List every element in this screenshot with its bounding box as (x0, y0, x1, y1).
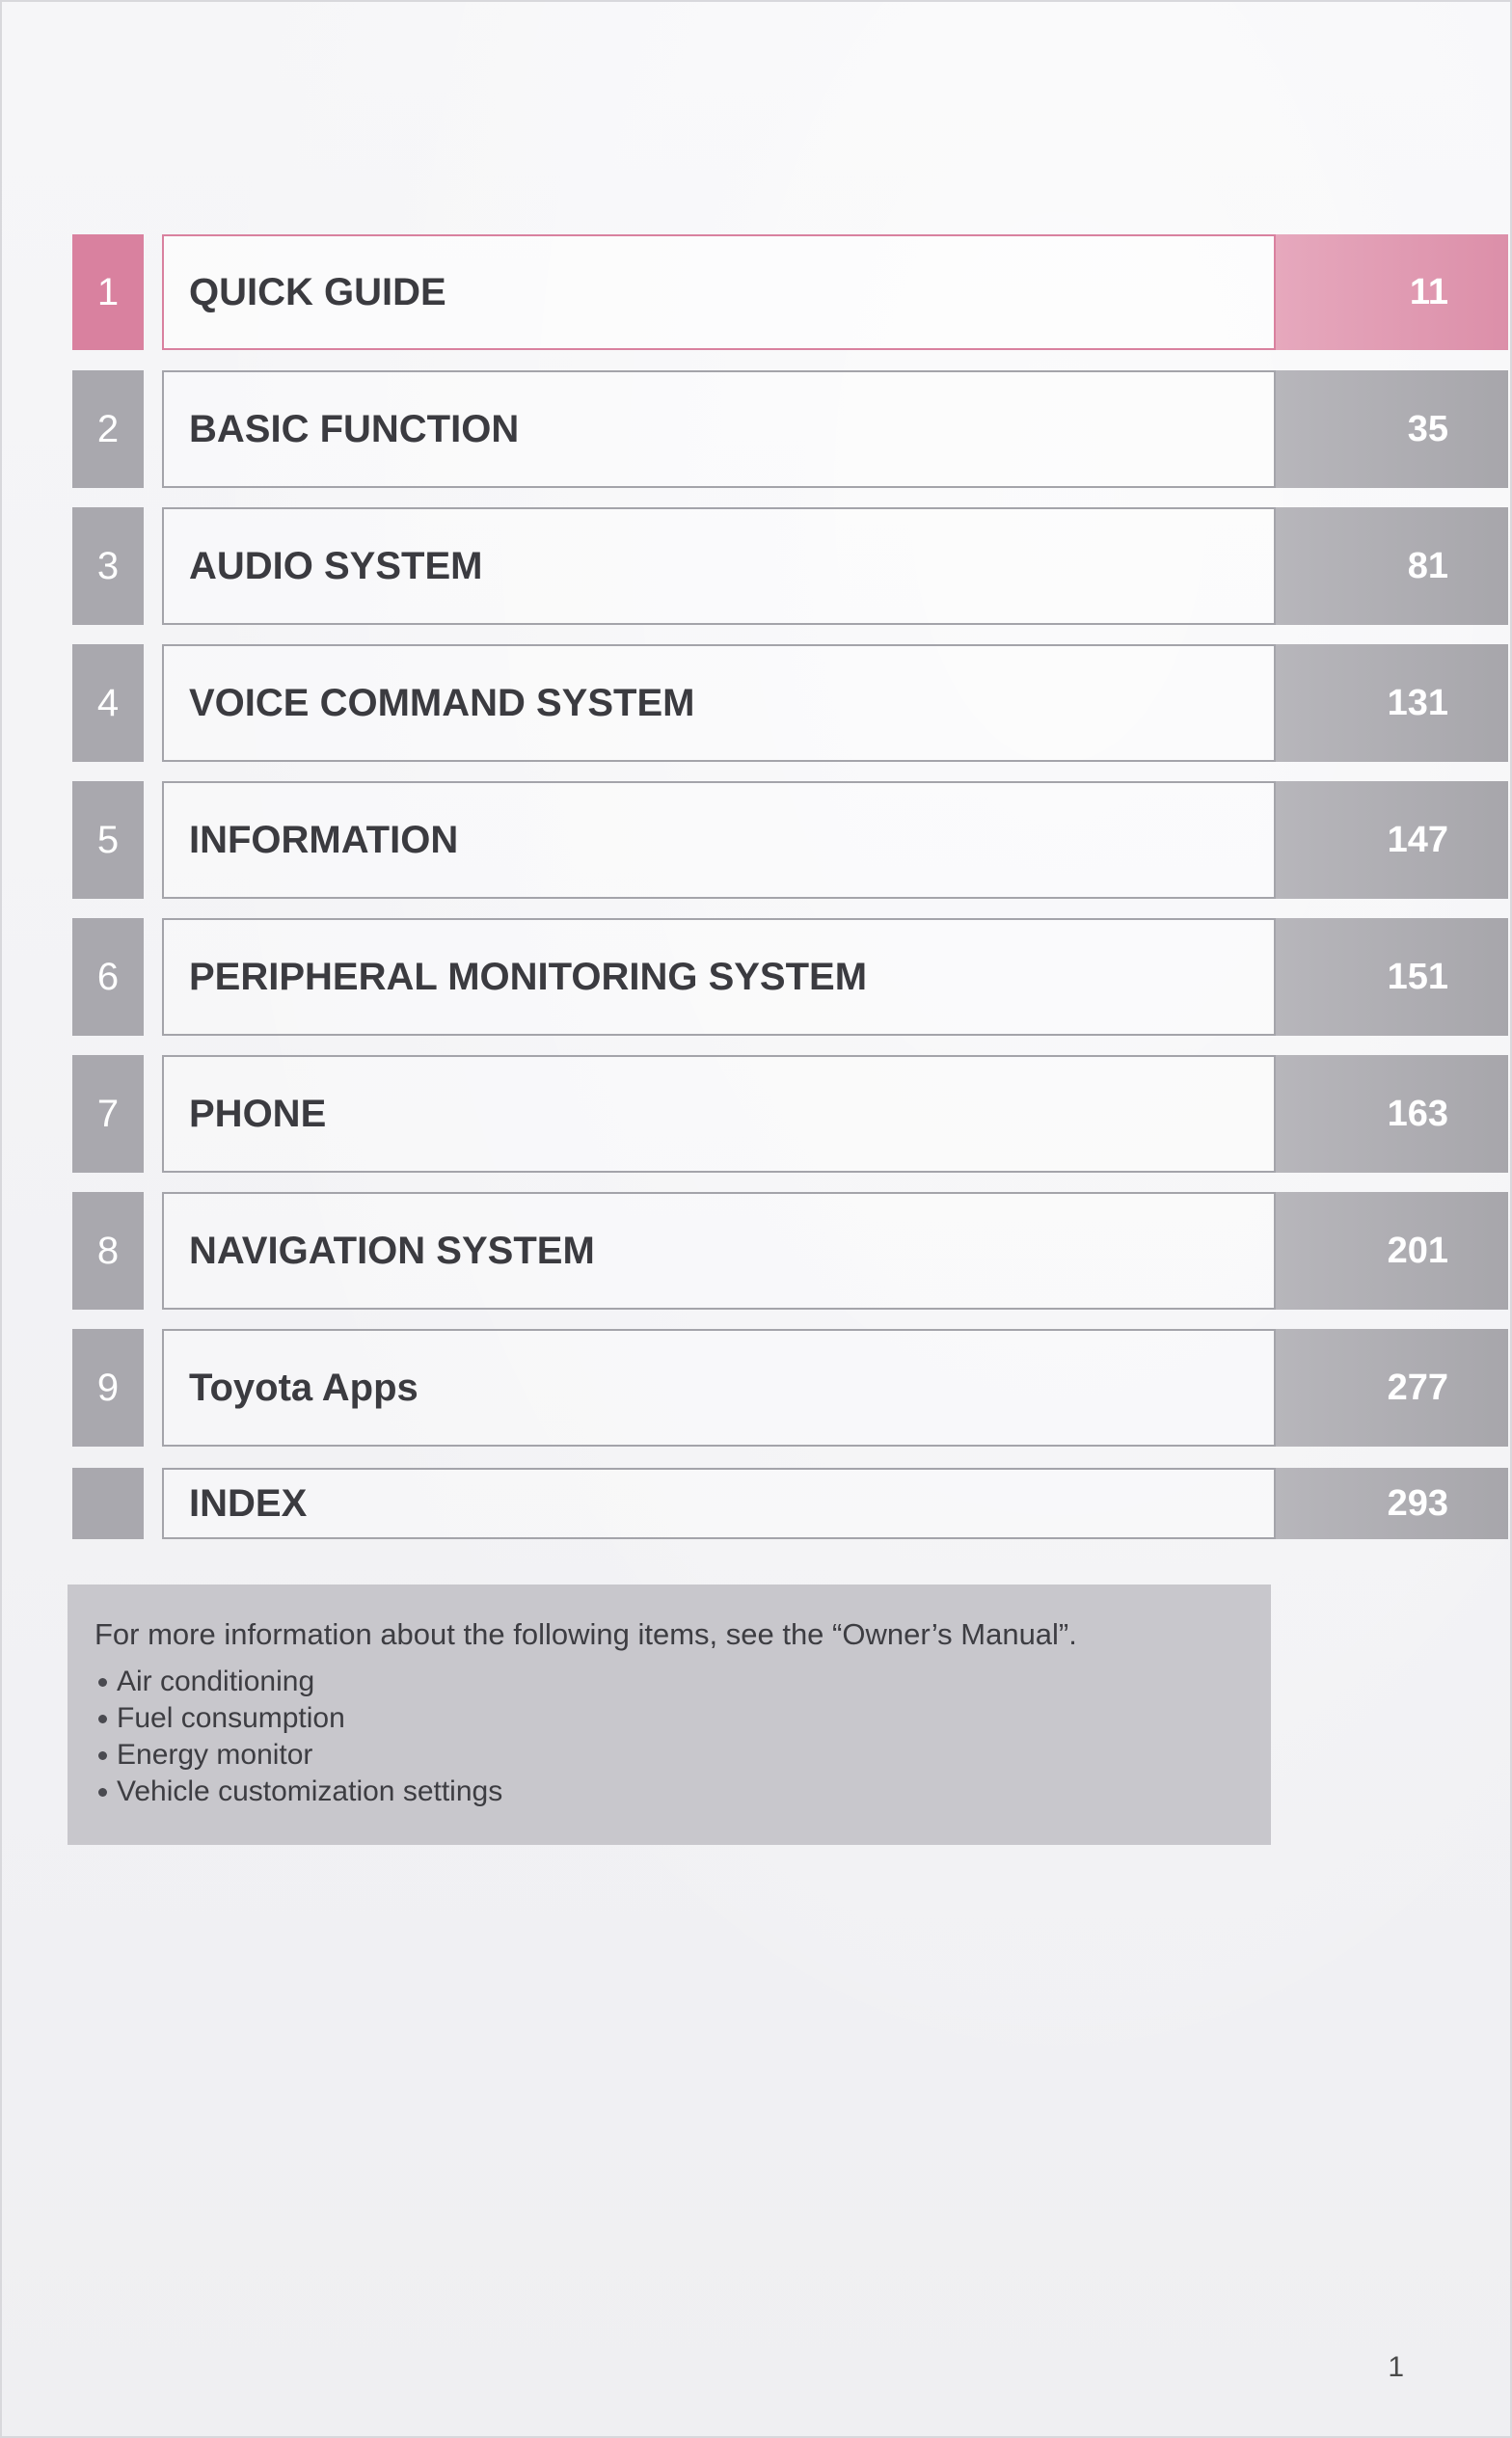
chapter-title[interactable]: BASIC FUNCTION (162, 370, 1276, 488)
bullet-icon (98, 1715, 107, 1723)
chapter-number: 4 (72, 644, 144, 762)
chapter-number: 7 (72, 1055, 144, 1173)
bullet-icon (98, 1788, 107, 1797)
chapter-page-tab[interactable]: 131 (1276, 644, 1508, 762)
toc-row-audio-system[interactable] (0, 507, 1512, 625)
chapter-page-tab[interactable]: 163 (1276, 1055, 1508, 1173)
chapter-page-tab[interactable]: 201 (1276, 1192, 1508, 1310)
chapter-page-tab[interactable]: 81 (1276, 507, 1508, 625)
list-item (94, 1700, 1244, 1737)
chapter-number: 9 (72, 1329, 144, 1447)
toc-row-phone[interactable] (0, 1055, 1512, 1173)
toc-row-navigation-system[interactable] (0, 1192, 1512, 1310)
chapter-title[interactable]: INFORMATION (162, 781, 1276, 899)
chapter-title[interactable]: AUDIO SYSTEM (162, 507, 1276, 625)
toc-row-basic-function[interactable] (0, 370, 1512, 488)
list-item-text: Air conditioning (117, 1666, 315, 1697)
chapter-page-tab[interactable]: 35 (1276, 370, 1508, 488)
page-number: 1 (1388, 2351, 1404, 2383)
bullet-icon (98, 1678, 107, 1687)
chapter-number: 5 (72, 781, 144, 899)
toc-row-index[interactable] (0, 1468, 1512, 1539)
list-item (94, 1664, 1244, 1700)
list-item-text: Fuel consumption (117, 1702, 345, 1734)
toc-row-peripheral-monitoring-system[interactable] (0, 918, 1512, 1036)
chapter-number: 8 (72, 1192, 144, 1310)
list-item (94, 1737, 1244, 1774)
chapter-title[interactable]: QUICK GUIDE (162, 234, 1276, 350)
chapter-page-tab[interactable]: 11 (1276, 234, 1508, 350)
bullet-icon (98, 1751, 107, 1760)
toc-row-quick-guide[interactable] (0, 234, 1512, 350)
index-number-box (72, 1468, 144, 1539)
chapter-title[interactable]: NAVIGATION SYSTEM (162, 1192, 1276, 1310)
toc-row-voice-command-system[interactable] (0, 644, 1512, 762)
list-item-text: Energy monitor (117, 1739, 313, 1771)
chapter-page-tab[interactable]: 147 (1276, 781, 1508, 899)
chapter-number: 1 (72, 234, 144, 350)
chapter-title[interactable]: VOICE COMMAND SYSTEM (162, 644, 1276, 762)
note-intro: For more information about the following items, see the “Owner’s Manual”. (94, 1617, 1077, 1651)
chapter-title[interactable]: PHONE (162, 1055, 1276, 1173)
chapter-number: 2 (72, 370, 144, 488)
index-page-tab[interactable]: 293 (1276, 1468, 1508, 1539)
chapter-title[interactable]: Toyota Apps (162, 1329, 1276, 1447)
toc-row-toyota-apps[interactable] (0, 1329, 1512, 1447)
owners-manual-note (68, 1585, 1271, 1845)
toc-row-information[interactable] (0, 781, 1512, 899)
list-item (94, 1774, 1244, 1810)
list-item-text: Vehicle customization settings (117, 1775, 503, 1807)
chapter-title[interactable]: PERIPHERAL MONITORING SYSTEM (162, 918, 1276, 1036)
note-list (94, 1664, 1244, 1810)
chapter-page-tab[interactable]: 277 (1276, 1329, 1508, 1447)
chapter-page-tab[interactable]: 151 (1276, 918, 1508, 1036)
chapter-number: 3 (72, 507, 144, 625)
chapter-number: 6 (72, 918, 144, 1036)
index-title[interactable]: INDEX (162, 1468, 1276, 1539)
